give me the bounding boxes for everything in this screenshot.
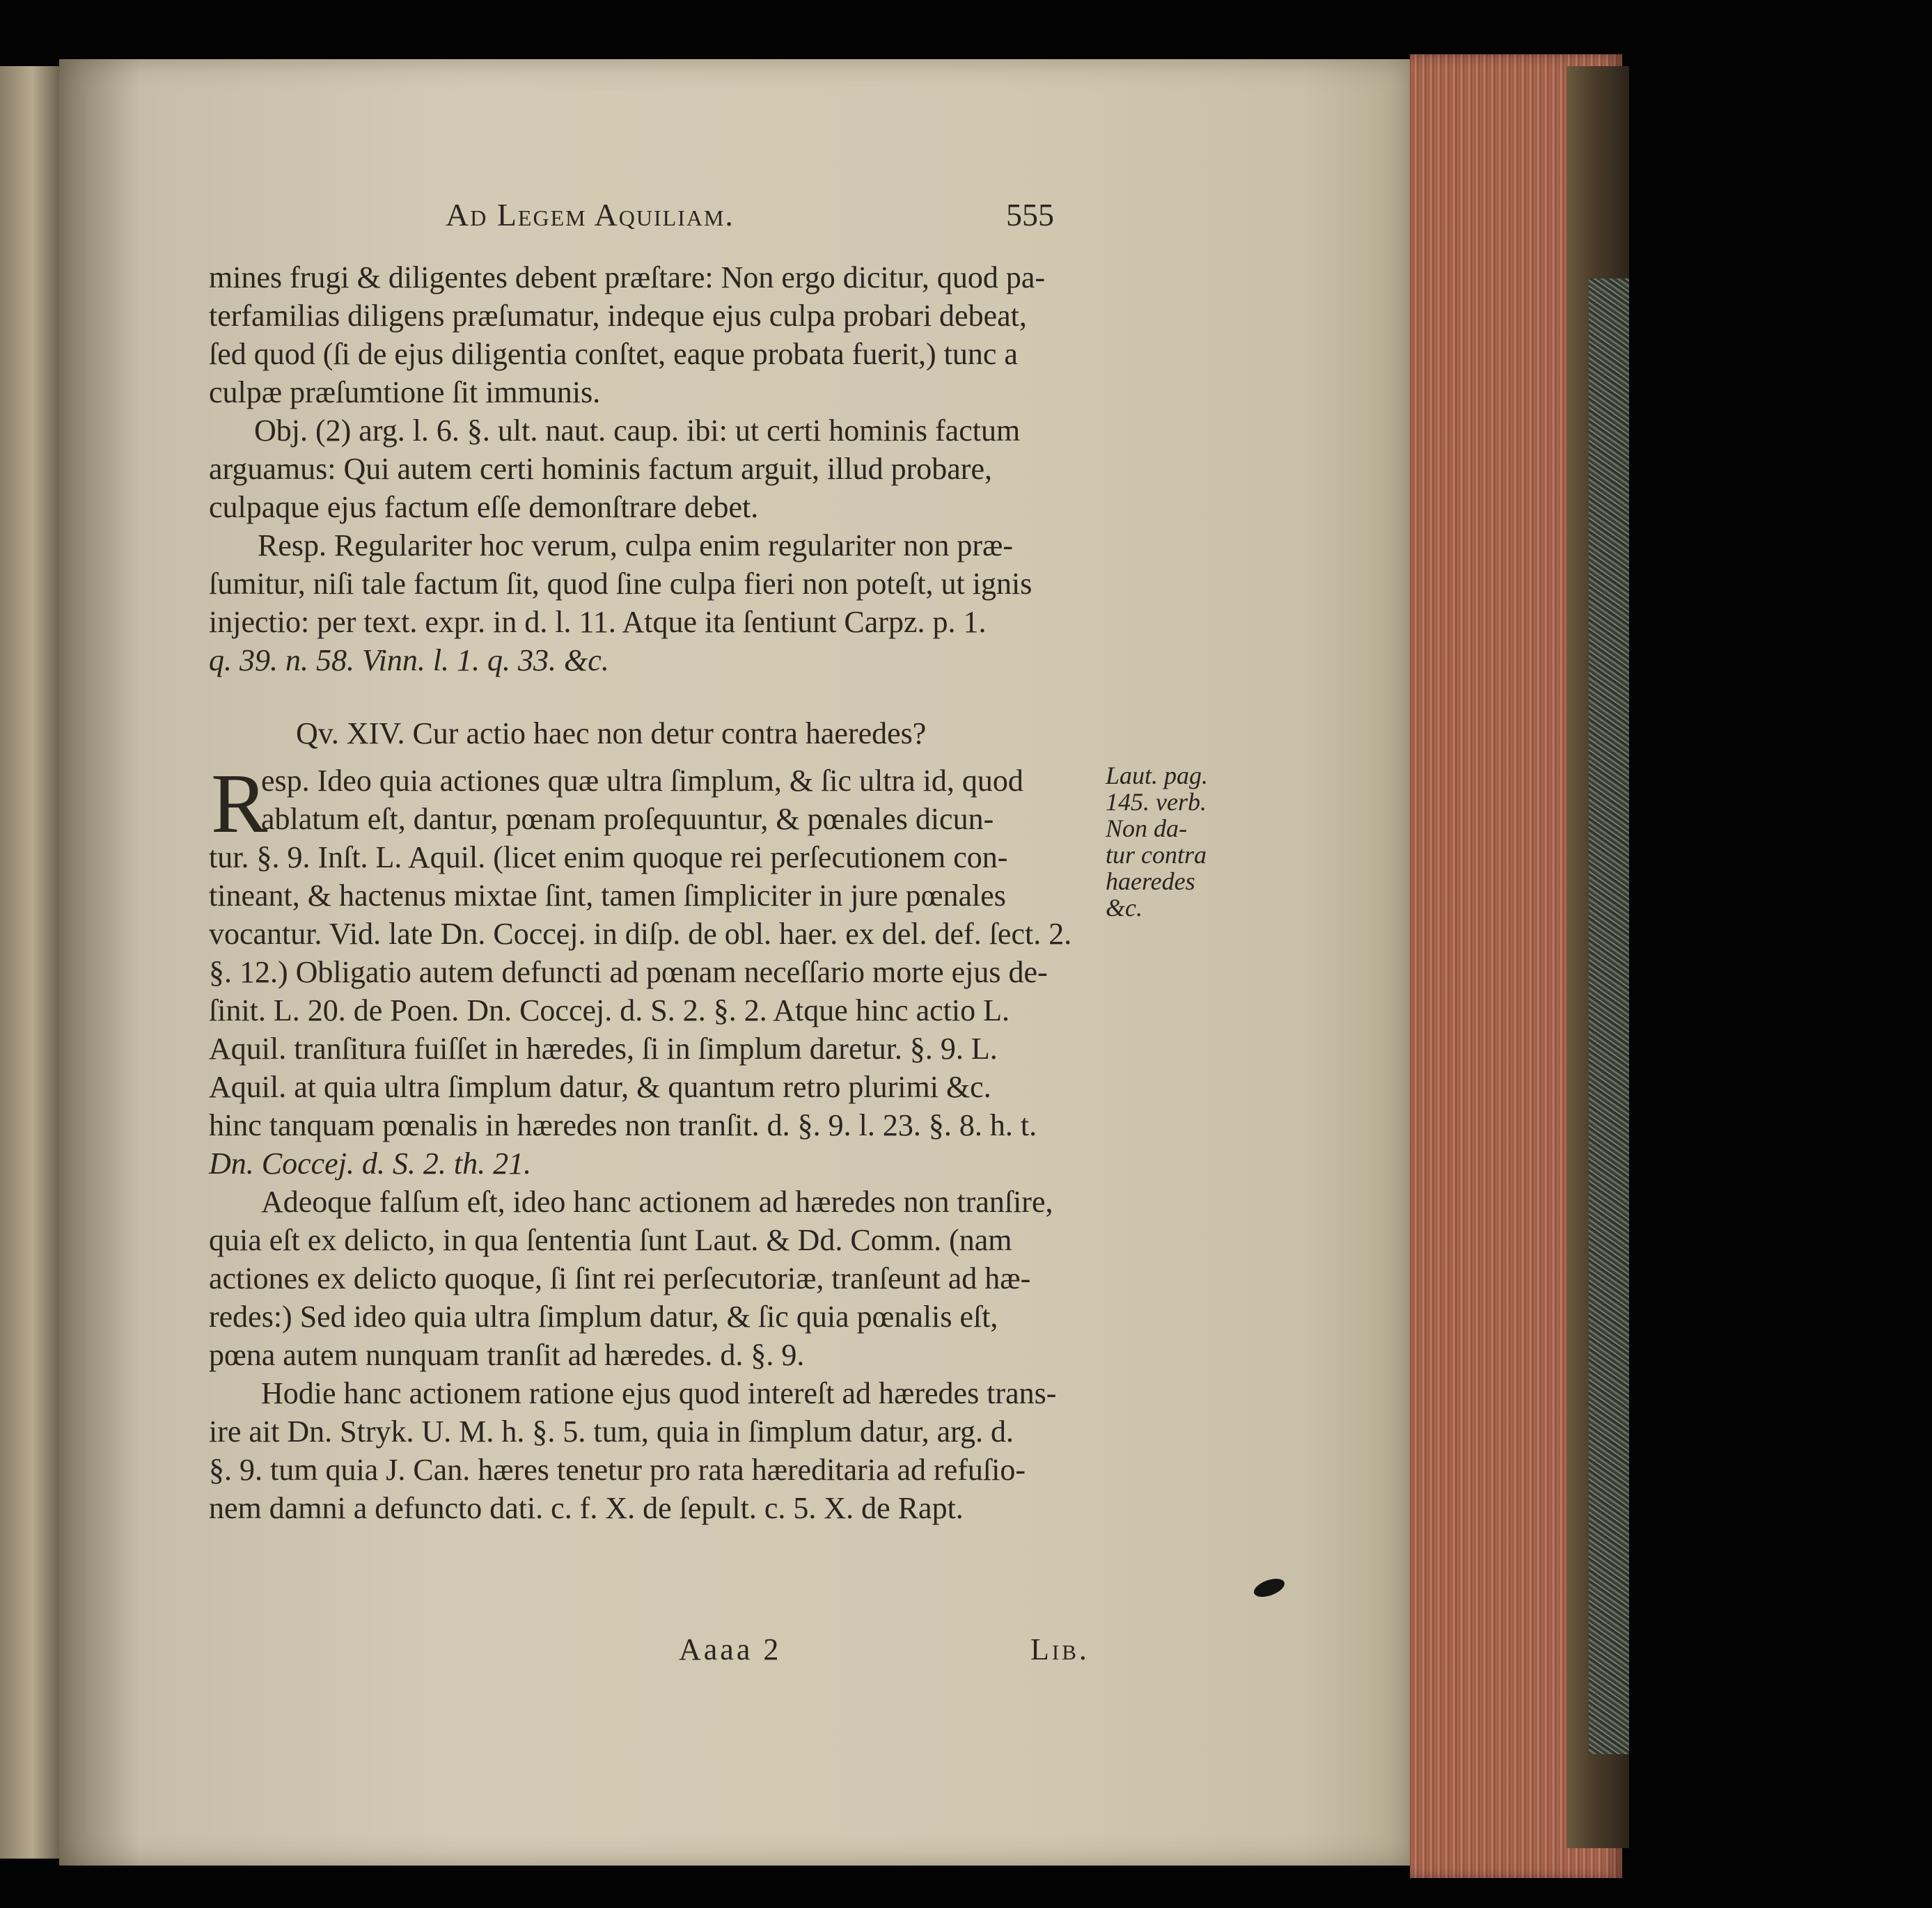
marbled-cover — [1589, 278, 1629, 1754]
text-line: arguamus: Qui autem certi hominis factum arguit, illud probare, — [209, 452, 992, 486]
text-line: §. 9. tum quia J. Can. hæres tenetur pro rata hæreditaria ad refuſio- — [209, 1453, 1026, 1487]
text-line: q. 39. n. 58. Vinn. l. 1. q. 33. &c. — [209, 643, 609, 677]
text-line: hinc tanquam pœnalis in hæredes non tranſit. d. §. 9. l. 23. §. 8. h. t. — [209, 1108, 1037, 1142]
text-line: pœna autem nunquam tranſit ad hæredes. d. §. 9. — [209, 1338, 805, 1372]
text-line: Dn. Coccej. d. S. 2. th. 21. — [209, 1146, 532, 1181]
marginal-note-line: Non da- — [1106, 814, 1187, 842]
running-header: Ad Legem Aquiliam. — [446, 197, 735, 232]
text-line: ire ait Dn. Stryk. U. M. h. §. 5. tum, quia in ſimplum datur, arg. d. — [209, 1414, 1014, 1449]
marginal-note-line: 145. verb. — [1106, 788, 1207, 816]
text-line: Hodie hanc actionem ratione ejus quod intereſt ad hæredes trans- — [261, 1376, 1057, 1410]
marginal-note-line: &c. — [1106, 894, 1142, 922]
text-line: esp. Ideo quia actiones quæ ultra ſimplum, & ſic ultra id, quod — [261, 764, 1023, 798]
text-line: mines frugi & diligentes debent præſtare: Non ergo dicitur, quod pa- — [209, 260, 1046, 294]
text-line: quia eſt ex delicto, in qua ſententia ſunt Laut. & Dd. Comm. (nam — [209, 1223, 1012, 1257]
text-line: tur. §. 9. Inſt. L. Aquil. (licet enim quoque rei perſecutionem con- — [209, 840, 1008, 874]
text-line: terfamilias diligens præſumatur, indeque ejus culpa probari debeat, — [209, 299, 1027, 333]
text-line: redes:) Sed ideo quia ultra ſimplum datur, & ſic quia pœnalis eſt, — [209, 1300, 998, 1334]
marginal-note-line: haeredes — [1106, 867, 1195, 895]
page-number: 555 — [1006, 197, 1054, 232]
text-line: culpæ præſumtione ſit immunis. — [209, 375, 601, 409]
marginal-note-line: Laut. pag. — [1106, 762, 1209, 789]
signature-mark: Aaaa 2 — [679, 1632, 782, 1666]
text-line: actiones ex delicto quoque, ſi ſint rei perſecutoriæ, tranſeunt ad hæ- — [209, 1261, 1031, 1295]
text-line: Obj. (2) arg. l. 6. §. ult. naut. caup. ibi: ut certi hominis factum — [254, 413, 1021, 448]
text-line: ſumitur, niſi tale factum ſit, quod ſine culpa fieri non poteſt, ut ignis — [209, 567, 1032, 601]
text-line: ſinit. L. 20. de Poen. Dn. Coccej. d. S. 2. §. 2. Atque hinc actio L. — [209, 993, 1010, 1027]
text-line: ablatum eſt, dantur, pœnam proſequuntur, & pœnales dicun- — [261, 802, 994, 836]
marginal-note-line: tur contra — [1106, 841, 1207, 869]
text-line: §. 12.) Obligatio autem defuncti ad pœnam neceſſario morte ejus de- — [209, 955, 1048, 989]
text-line: injectio: per text. expr. in d. l. 11. Atque ita ſentiunt Carpz. p. 1. — [209, 605, 987, 639]
text-line: culpaque ejus factum eſſe demonſtrare debet. — [209, 490, 759, 524]
text-line: vocantur. Vid. late Dn. Coccej. in diſp. de obl. haer. ex del. def. ſect. 2. — [209, 917, 1072, 951]
drop-cap: R — [211, 757, 268, 851]
question-heading: Qv. XIV. Cur actio haec non detur contra haeredes? — [296, 716, 927, 750]
text-line: Adeoque falſum eſt, ideo hanc actionem ad hæredes non tranſire, — [261, 1185, 1053, 1219]
marginal-note — [1106, 762, 1208, 921]
text-line: Aquil. at quia ultra ſimplum datur, & quantum retro plurimi &c. — [209, 1070, 991, 1104]
text-line: nem damni a defuncto dati. c. f. X. de ſepult. c. 5. X. de Rapt. — [209, 1491, 964, 1525]
text-line: ſed quod (ſi de ejus diligentia conſtet, eaque probata fuerit,) tunc a — [209, 337, 1018, 371]
text-line: tineant, & hactenus mixtae ſint, tamen ſimpliciter in jure pœnales — [209, 878, 1006, 913]
text-line: Aquil. tranſitura fuiſſet in hæredes, ſi in ſimplum daretur. §. 9. L. — [209, 1032, 998, 1066]
catchword: Lib. — [1030, 1632, 1090, 1666]
text-line: Resp. Regulariter hoc verum, culpa enim regulariter non præ- — [258, 528, 1013, 562]
previous-page-edge — [0, 66, 59, 1859]
